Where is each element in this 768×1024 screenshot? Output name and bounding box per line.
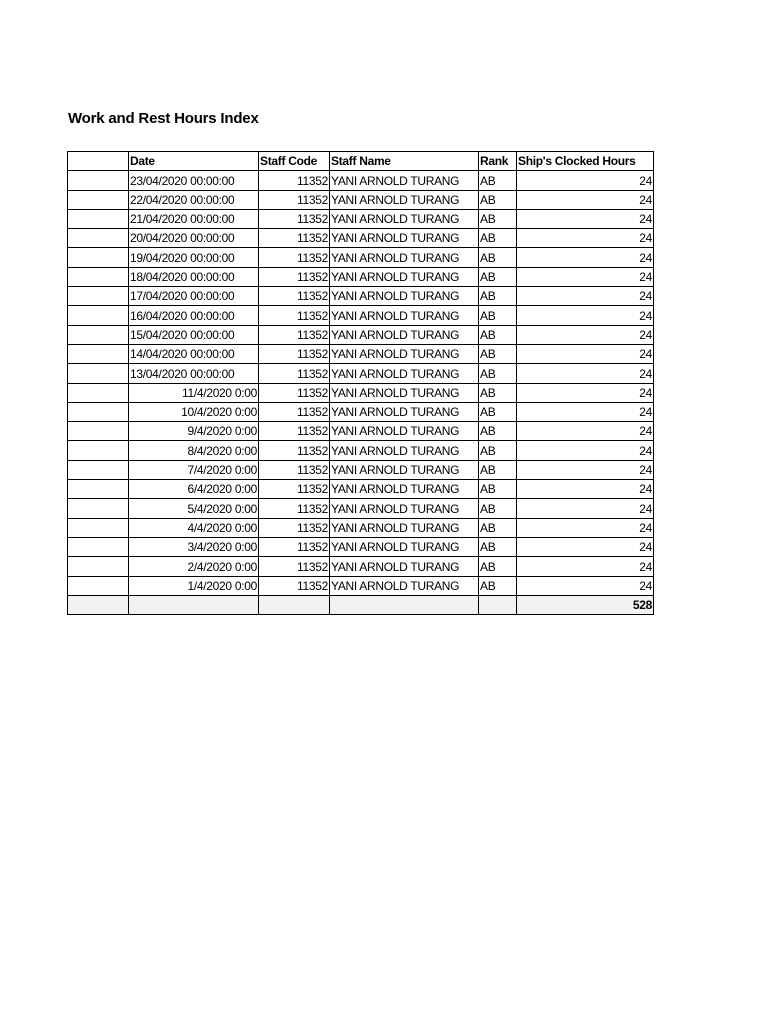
cell-rank: AB [479,441,517,460]
cell-date: 8/4/2020 0:00 [129,441,259,460]
table-row [68,402,654,421]
cell-staff-name: YANI ARNOLD TURANG [330,518,479,537]
cell-staff-code: 11352 [259,441,330,460]
cell-rank: AB [479,460,517,479]
cell-staff-code: 11352 [259,306,330,325]
table-row [68,190,654,209]
cell-clocked-hours: 24 [517,460,654,479]
cell-staff-name: YANI ARNOLD TURANG [330,171,479,190]
cell-blank [68,190,129,209]
cell-date: 3/4/2020 0:00 [129,537,259,556]
cell-staff-name: YANI ARNOLD TURANG [330,480,479,499]
header-cell-rank: Rank [479,152,517,171]
cell-staff-name: YANI ARNOLD TURANG [330,306,479,325]
cell-staff-name: YANI ARNOLD TURANG [330,402,479,421]
cell-staff-name: YANI ARNOLD TURANG [330,576,479,595]
table-row [68,364,654,383]
table-row [68,306,654,325]
cell-rank: AB [479,480,517,499]
cell-date: 11/4/2020 0:00 [129,383,259,402]
cell-rank: AB [479,537,517,556]
cell-date: 16/04/2020 00:00:00 [129,306,259,325]
cell-staff-name: YANI ARNOLD TURANG [330,422,479,441]
cell-blank [68,441,129,460]
cell-staff-code: 11352 [259,576,330,595]
cell-blank [68,171,129,190]
cell-staff-name: YANI ARNOLD TURANG [330,209,479,228]
cell-date: 7/4/2020 0:00 [129,460,259,479]
cell-staff-code: 11352 [259,557,330,576]
cell-clocked-hours: 24 [517,383,654,402]
cell-clocked-hours: 24 [517,557,654,576]
cell-blank [68,287,129,306]
cell-clocked-hours: 24 [517,537,654,556]
cell-blank [68,209,129,228]
cell-date: 18/04/2020 00:00:00 [129,267,259,286]
cell-blank [68,518,129,537]
cell-staff-name: YANI ARNOLD TURANG [330,229,479,248]
cell-staff-name: YANI ARNOLD TURANG [330,383,479,402]
table-body [68,152,654,615]
cell-clocked-hours: 24 [517,441,654,460]
table-row [68,518,654,537]
cell-rank: AB [479,229,517,248]
cell-staff-name: YANI ARNOLD TURANG [330,325,479,344]
table-row [68,325,654,344]
table-row [68,267,654,286]
cell-rank: AB [479,344,517,363]
table-row [68,422,654,441]
cell-clocked-hours: 24 [517,364,654,383]
cell-clocked-hours: 24 [517,209,654,228]
cell-clocked-hours: 24 [517,190,654,209]
cell-staff-code: 11352 [259,267,330,286]
cell-clocked-hours: 24 [517,576,654,595]
cell-blank [68,325,129,344]
cell-blank [68,576,129,595]
total-row-empty-cell [129,595,259,614]
cell-rank: AB [479,364,517,383]
cell-date: 17/04/2020 00:00:00 [129,287,259,306]
cell-staff-code: 11352 [259,209,330,228]
cell-rank: AB [479,248,517,267]
cell-rank: AB [479,422,517,441]
cell-staff-code: 11352 [259,537,330,556]
cell-date: 14/04/2020 00:00:00 [129,344,259,363]
cell-clocked-hours: 24 [517,229,654,248]
cell-rank: AB [479,306,517,325]
cell-date: 1/4/2020 0:00 [129,576,259,595]
cell-blank [68,557,129,576]
cell-date: 2/4/2020 0:00 [129,557,259,576]
cell-clocked-hours: 24 [517,306,654,325]
cell-rank: AB [479,402,517,421]
total-row [68,595,654,614]
total-row-empty-cell [68,595,129,614]
total-row-empty-cell [259,595,330,614]
table-row [68,287,654,306]
cell-rank: AB [479,171,517,190]
cell-staff-code: 11352 [259,171,330,190]
cell-staff-code: 11352 [259,460,330,479]
total-row-empty-cell [330,595,479,614]
table-row [68,209,654,228]
cell-clocked-hours: 24 [517,422,654,441]
header-cell-clocked-hours: Ship's Clocked Hours [517,152,654,171]
cell-rank: AB [479,383,517,402]
cell-blank [68,499,129,518]
cell-date: 15/04/2020 00:00:00 [129,325,259,344]
table-row [68,480,654,499]
page-title: Work and Rest Hours Index [68,110,259,127]
cell-blank [68,364,129,383]
cell-rank: AB [479,190,517,209]
table-row [68,383,654,402]
cell-clocked-hours: 24 [517,171,654,190]
cell-date: 13/04/2020 00:00:00 [129,364,259,383]
table-row [68,460,654,479]
table-row [68,537,654,556]
cell-date: 6/4/2020 0:00 [129,480,259,499]
cell-clocked-hours: 24 [517,325,654,344]
cell-blank [68,229,129,248]
cell-blank [68,306,129,325]
cell-date: 21/04/2020 00:00:00 [129,209,259,228]
table-row [68,248,654,267]
header-cell-staff-name: Staff Name [330,152,479,171]
header-cell-date: Date [129,152,259,171]
cell-date: 10/4/2020 0:00 [129,402,259,421]
table-header-row [68,152,654,171]
cell-blank [68,480,129,499]
cell-clocked-hours: 24 [517,344,654,363]
cell-staff-code: 11352 [259,518,330,537]
table-row [68,441,654,460]
cell-blank [68,248,129,267]
cell-date: 4/4/2020 0:00 [129,518,259,537]
cell-rank: AB [479,325,517,344]
cell-staff-code: 11352 [259,383,330,402]
cell-staff-code: 11352 [259,402,330,421]
cell-staff-name: YANI ARNOLD TURANG [330,364,479,383]
cell-rank: AB [479,518,517,537]
cell-staff-code: 11352 [259,499,330,518]
cell-staff-name: YANI ARNOLD TURANG [330,287,479,306]
table-row [68,576,654,595]
cell-staff-name: YANI ARNOLD TURANG [330,267,479,286]
cell-blank [68,383,129,402]
cell-staff-name: YANI ARNOLD TURANG [330,344,479,363]
cell-staff-code: 11352 [259,344,330,363]
cell-blank [68,402,129,421]
cell-date: 23/04/2020 00:00:00 [129,171,259,190]
cell-blank [68,267,129,286]
cell-rank: AB [479,499,517,518]
cell-staff-name: YANI ARNOLD TURANG [330,248,479,267]
cell-clocked-hours: 24 [517,248,654,267]
cell-staff-code: 11352 [259,480,330,499]
hours-table [67,151,654,615]
cell-blank [68,422,129,441]
table-row [68,557,654,576]
cell-date: 19/04/2020 00:00:00 [129,248,259,267]
table-row [68,499,654,518]
cell-rank: AB [479,267,517,286]
cell-clocked-hours: 24 [517,267,654,286]
cell-staff-name: YANI ARNOLD TURANG [330,441,479,460]
cell-clocked-hours: 24 [517,518,654,537]
cell-date: 5/4/2020 0:00 [129,499,259,518]
cell-clocked-hours: 24 [517,287,654,306]
cell-date: 22/04/2020 00:00:00 [129,190,259,209]
cell-staff-code: 11352 [259,190,330,209]
cell-staff-name: YANI ARNOLD TURANG [330,537,479,556]
cell-blank [68,344,129,363]
header-cell-blank [68,152,129,171]
cell-staff-name: YANI ARNOLD TURANG [330,499,479,518]
total-hours-value: 528 [517,595,654,614]
cell-date: 20/04/2020 00:00:00 [129,229,259,248]
cell-rank: AB [479,576,517,595]
cell-rank: AB [479,287,517,306]
cell-rank: AB [479,557,517,576]
cell-staff-code: 11352 [259,248,330,267]
cell-blank [68,537,129,556]
cell-staff-name: YANI ARNOLD TURANG [330,557,479,576]
total-row-empty-cell [479,595,517,614]
cell-staff-name: YANI ARNOLD TURANG [330,190,479,209]
table-row [68,229,654,248]
cell-staff-code: 11352 [259,229,330,248]
cell-clocked-hours: 24 [517,480,654,499]
cell-clocked-hours: 24 [517,499,654,518]
cell-rank: AB [479,209,517,228]
cell-staff-code: 11352 [259,325,330,344]
cell-clocked-hours: 24 [517,402,654,421]
cell-date: 9/4/2020 0:00 [129,422,259,441]
cell-staff-code: 11352 [259,364,330,383]
cell-blank [68,460,129,479]
cell-staff-code: 11352 [259,422,330,441]
cell-staff-name: YANI ARNOLD TURANG [330,460,479,479]
table-row [68,344,654,363]
table-row [68,171,654,190]
cell-staff-code: 11352 [259,287,330,306]
header-cell-staff-code: Staff Code [259,152,330,171]
